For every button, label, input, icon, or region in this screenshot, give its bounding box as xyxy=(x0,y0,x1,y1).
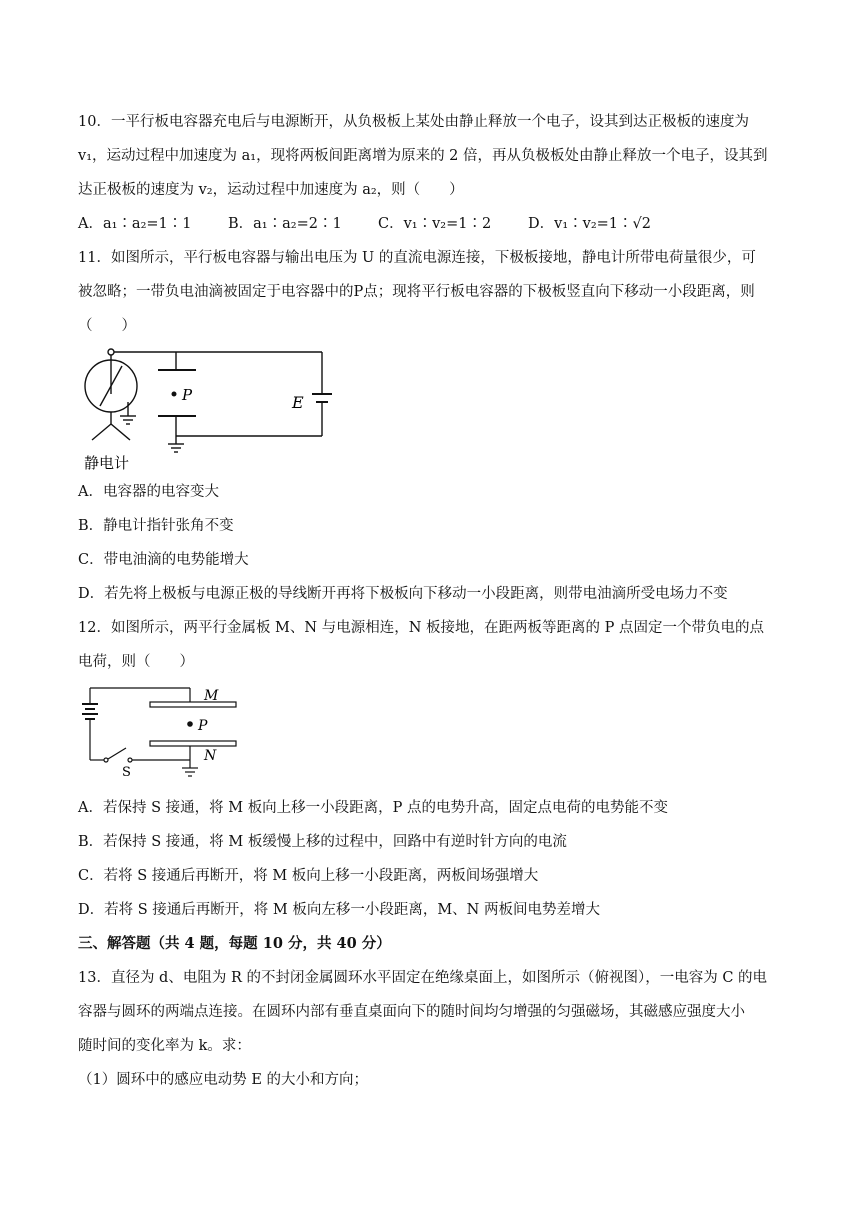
q10-option-c: C．v₁∶v₂=1∶2 xyxy=(378,216,492,232)
q11-option-a: A．电容器的电容变大 xyxy=(78,484,219,500)
q11-line-1: 11．如图所示，平行板电容器与输出电压为 U 的直流电源连接，下极板接地，静电计所带电荷量很少，可 xyxy=(78,250,756,266)
q11-line-3: （ ） xyxy=(78,318,136,334)
plate-n xyxy=(150,741,236,746)
q10-option-a: A．a₁∶a₂=1∶1 xyxy=(78,216,192,232)
label-e: E xyxy=(292,393,304,412)
q13-line-2: 容器与圆环的两端点连接。在圆环内部有垂直桌面向下的随时间均匀增强的匀强磁场，其磁感应强度大小 xyxy=(78,1004,745,1020)
oil-drop-point xyxy=(172,392,177,397)
q12-line-1: 12．如图所示，两平行金属板 M、N 与电源相连，N 板接地，在距两板等距离的 P 点固定一个带负电的点 xyxy=(78,620,764,636)
electrometer-caption: 静电计 xyxy=(84,454,130,472)
q11-option-c: C．带电油滴的电势能增大 xyxy=(78,552,249,568)
label-s: S xyxy=(122,765,131,780)
q11-circuit-diagram xyxy=(78,344,338,474)
q13-line-3: 随时间的变化率为 k。求： xyxy=(78,1038,251,1054)
q11-option-b: B．静电计指针张角不变 xyxy=(78,518,234,534)
charge-point xyxy=(187,721,193,727)
plate-m xyxy=(150,702,236,707)
label-p: P xyxy=(182,386,193,404)
q10-line-1: 10．一平行板电容器充电后与电源断开，从负极板上某处由静止释放一个电子，设其到达正极板的速度为 xyxy=(78,114,749,130)
q11-option-d: D．若先将上极板与电源正极的导线断开再将下极板向下移动一小段距离，则带电油滴所受电场力不变 xyxy=(78,586,728,602)
label-p: P xyxy=(198,718,208,734)
q12-option-d: D．若将 S 接通后再断开，将 M 板向左移一小段距离，M、N 两板间电势差增大 xyxy=(78,902,600,918)
q11-line-2: 被忽略；一带负电油滴被固定于电容器中的P点；现将平行板电容器的下极板竖直向下移动一小段距离，则 xyxy=(78,284,755,300)
q13-line-1: 13．直径为 d、电阻为 R 的不封闭金属圆环水平固定在绝缘桌面上，如图所示（俯视图），一电容为 C 的电 xyxy=(78,970,768,986)
q10-line-2: v₁，运动过程中加速度为 a₁，现将两板间距离增为原来的 2 倍，再从负极板处由静止释放一个电子，设其到 xyxy=(78,148,768,164)
q12-option-a: A．若保持 S 接通，将 M 板向上移一小段距离，P 点的电势升高，固定点电荷的电势能不变 xyxy=(78,800,669,816)
q13-sub-1: （1）圆环中的感应电动势 E 的大小和方向； xyxy=(78,1072,369,1088)
label-n: N xyxy=(204,748,217,764)
label-m: M xyxy=(204,688,219,704)
q10-option-b: B．a₁∶a₂=2∶1 xyxy=(228,216,342,232)
q12-circuit-diagram xyxy=(78,684,258,784)
section-heading: 三、解答题（共 4 题，每题 10 分，共 40 分） xyxy=(78,935,391,952)
q10-line-3: 达正极板的速度为 v₂，运动过程中加速度为 a₂，则（ ） xyxy=(78,182,464,198)
q12-option-c: C．若将 S 接通后再断开，将 M 板向上移一小段距离，两板间场强增大 xyxy=(78,868,539,884)
q10-option-d: D．v₁∶v₂=1∶√2 xyxy=(528,216,651,232)
q12-option-b: B．若保持 S 接通，将 M 板缓慢上移的过程中，回路中有逆时针方向的电流 xyxy=(78,834,567,850)
q12-line-2: 电荷，则（ ） xyxy=(78,654,194,670)
